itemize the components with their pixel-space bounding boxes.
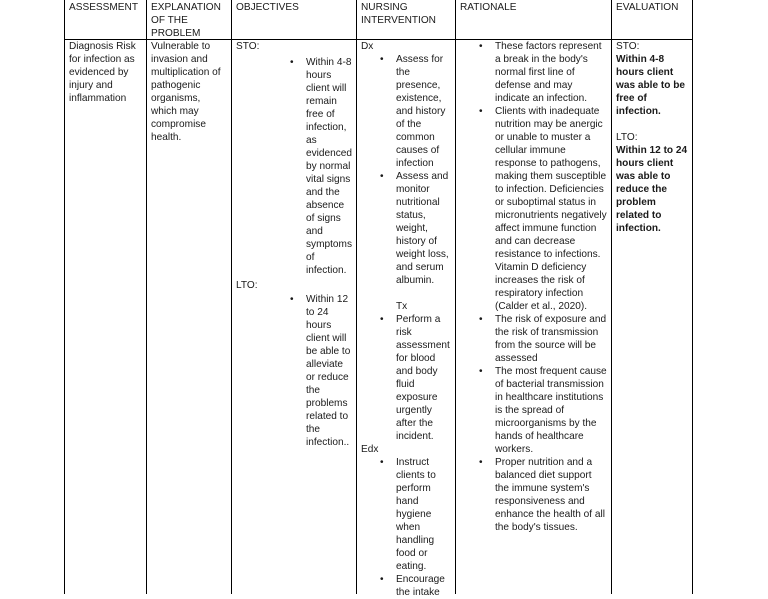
header-rationale: RATIONALE <box>460 2 517 13</box>
header-explanation: EXPLANATION OF THE PROBLEM <box>151 2 221 39</box>
objectives-sto-item: • Within 4-8 hours client will remain free of infection, as evidenced by normal vital signs and the absence of signs and symptoms of infection. <box>306 56 352 277</box>
evaluation-sto-label: STO: <box>616 41 640 52</box>
intervention-edx-item: • Instruct clients to perform hand hygiene when handling food or eating. <box>396 456 450 573</box>
evaluation-lto-text: Within 12 to 24 hours client was able to reduce the problem related to infection. <box>616 145 688 234</box>
intervention-dx-item: • Assess and monitor nutritional status, weight, history of weight loss, and serum albumin. <box>396 170 450 287</box>
objectives-lto-item: • Within 12 to 24 hours client will be able to alleviate or reduce the problems related to the infection.. <box>306 293 352 449</box>
rationale-item: • Clients with inadequate nutrition may be anergic or unable to muster a cellular immune response to pathogens, making them susceptible to infection. Deficiencies or suboptimal status in micronutrients negatively affect immune function and can decrease resistance to infections. Vitamin D deficiency increases the risk of respiratory infection (Calder et al., 2020). <box>495 105 607 313</box>
intervention-dx-label: Dx <box>361 41 374 52</box>
explanation-text: Vulnerable to invasion and multiplication of pathogenic organisms, which may compromise health. <box>151 41 221 143</box>
header-evaluation: EVALUATION <box>616 2 679 13</box>
header-assessment: ASSESSMENT <box>69 2 138 13</box>
evaluation-sto-text: Within 4-8 hours client was able to be free of infection. <box>616 54 685 117</box>
evaluation-cell <box>616 40 690 235</box>
intervention-tx-item: • Perform a risk assessment for blood and body fluid exposure urgently after the incident. <box>396 313 450 443</box>
objectives-lto-label: LTO: <box>236 280 258 291</box>
table-border-col2 <box>146 0 147 594</box>
table-border-col3 <box>231 0 232 594</box>
header-objectives: OBJECTIVES <box>236 2 299 13</box>
rationale-item: • These factors represent a break in the body's normal first line of defense and may indicate an infection. <box>495 40 607 105</box>
header-nursing-intervention: NURSING INTERVENTION <box>361 2 436 26</box>
nursing-intervention-cell <box>361 40 453 599</box>
assessment-cell <box>69 40 143 105</box>
rationale-item: • Proper nutrition and a balanced diet support the immune system's responsiveness and enhance the health of all the body's tissues. <box>495 456 607 534</box>
assessment-text: Diagnosis Risk for infection as evidenced by injury and inflammation <box>69 41 136 104</box>
table-border-col6 <box>611 0 612 594</box>
intervention-dx-item: • Assess for the presence, existence, and history of the common causes of infection <box>396 53 450 170</box>
objectives-cell <box>236 40 354 449</box>
table-border-col5 <box>455 0 456 594</box>
objectives-sto-label: STO: <box>236 41 260 52</box>
table-border-col4 <box>356 0 357 594</box>
evaluation-lto-label: LTO: <box>616 132 638 143</box>
explanation-cell <box>151 40 228 144</box>
intervention-edx-label: Edx <box>361 444 379 455</box>
rationale-item: • The risk of exposure and the risk of transmission from the source will be assessed <box>495 313 607 365</box>
rationale-item: • The most frequent cause of bacterial transmission in healthcare institutions is the spread of microorganisms by the hands of healthcare workers. <box>495 365 607 456</box>
rationale-cell <box>479 40 607 534</box>
table-border-left <box>64 0 65 594</box>
intervention-tx-label: Tx <box>396 301 408 312</box>
table-border-right <box>692 0 693 594</box>
intervention-edx-item: • Encourage the intake <box>396 573 450 599</box>
